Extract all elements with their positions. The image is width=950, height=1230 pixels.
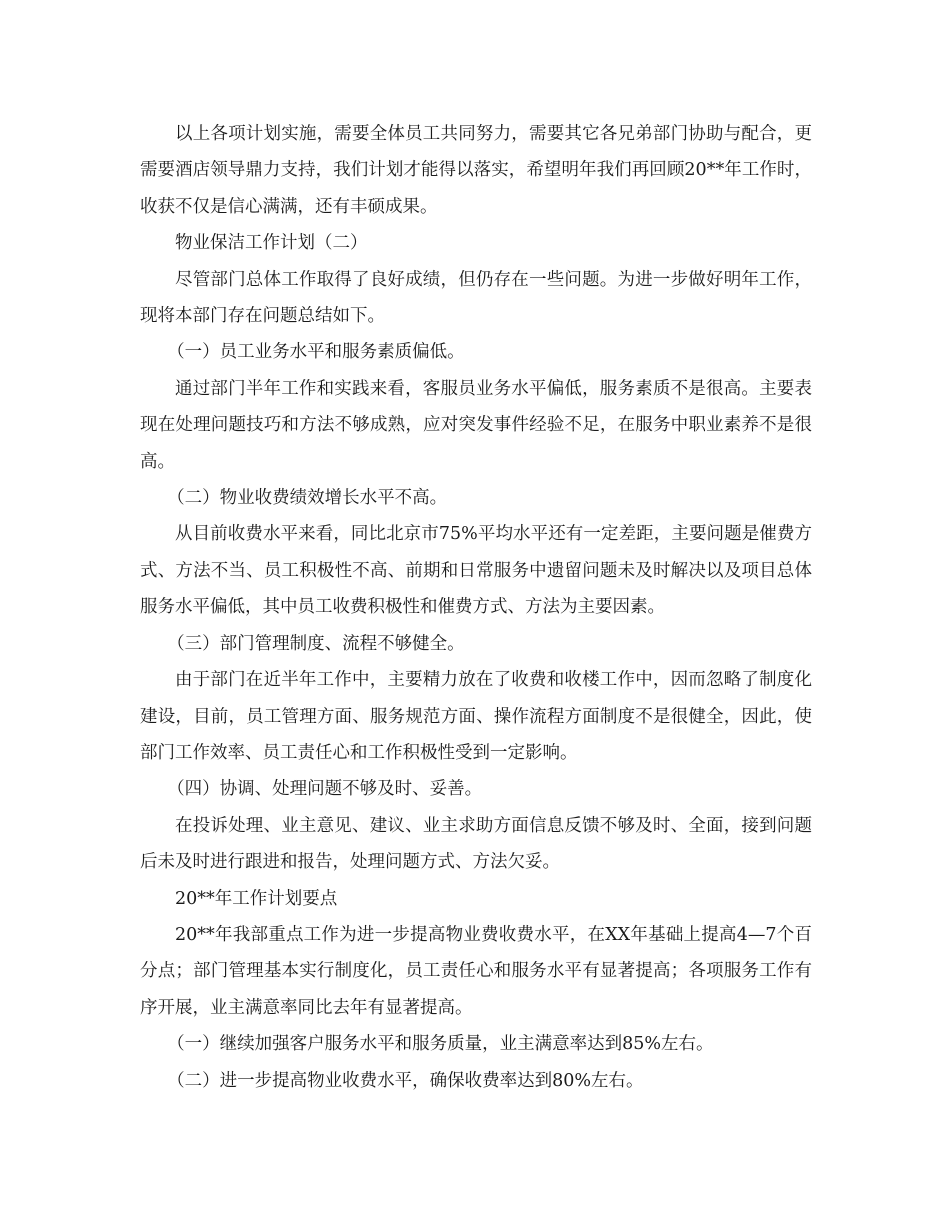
plan-item-2: （二）进一步提高物业收费水平，确保收费率达到80%左右。 (167, 1070, 644, 1091)
problem-paragraph-3: 由于部门在近半年工作中，主要精力放在了收费和收楼工作中，因而忽略了制度化建设，目前，员工管理方面、服务规范方面、操作流程方面制度不是很健全，因此，使部门工作效率、员工责任心和工作积极性受到一定影响。 (140, 670, 812, 763)
problem-paragraph-2: 从目前收费水平来看，同比北京市75%平均水平还有一定差距，主要问题是催费方式、方法不当、员工积极性不高、前期和日常服务中遗留问题未及时解决以及项目总体服务水平偏低，其中员工收费积极性和催费方式、方法为主要因素。 (140, 524, 812, 618)
plan-item-1: （一）继续加强客户服务水平和服务质量，业主满意率达到85%左右。 (167, 1034, 714, 1055)
plan-paragraph: 20**年我部重点工作为进一步提高物业费收费水平，在XX年基础上提高4—7个百分点；部门管理基本实行制度化，员工责任心和服务水平有显著提高；各项服务工作有序开展，业主满意率同比去年有显著提高。 (140, 924, 812, 1018)
problem-heading-1: （一）员工业务水平和服务素质偏低。 (167, 342, 465, 363)
problem-paragraph-4: 在投诉处理、业主意见、建议、业主求助方面信息反馈不够及时、全面，接到问题后未及时进行跟进和报告，处理问题方式、方法欠妥。 (140, 815, 812, 873)
problem-paragraph-1: 通过部门半年工作和实践来看，客服员业务水平偏低，服务素质不是很高。主要表现在处理问题技巧和方法不够成熟，应对突发事件经验不足，在服务中职业素养不是很高。 (140, 378, 812, 472)
document-body (140, 116, 812, 1099)
problem-heading-2: （二）物业收费绩效增长水平不高。 (167, 488, 448, 509)
section-title: 物业保洁工作计划（二） (175, 233, 368, 254)
problem-heading-3: （三）部门管理制度、流程不够健全。 (167, 633, 465, 654)
plan-heading: 20**年工作计划要点 (175, 888, 338, 909)
problem-heading-4: （四）协调、处理问题不够及时、妥善。 (167, 779, 483, 800)
intro-paragraph: 尽管部门总体工作取得了良好成绩，但仍存在一些问题。为进一步做好明年工作，现将本部门存在问题总结如下。 (140, 269, 812, 327)
closing-paragraph: 以上各项计划实施，需要全体员工共同努力，需要其它各兄弟部门协助与配合，更需要酒店领导鼎力支持，我们计划才能得以落实，希望明年我们再回顾20**年工作时，收获不仅是信心满满，还有丰硕成果。 (140, 124, 812, 217)
